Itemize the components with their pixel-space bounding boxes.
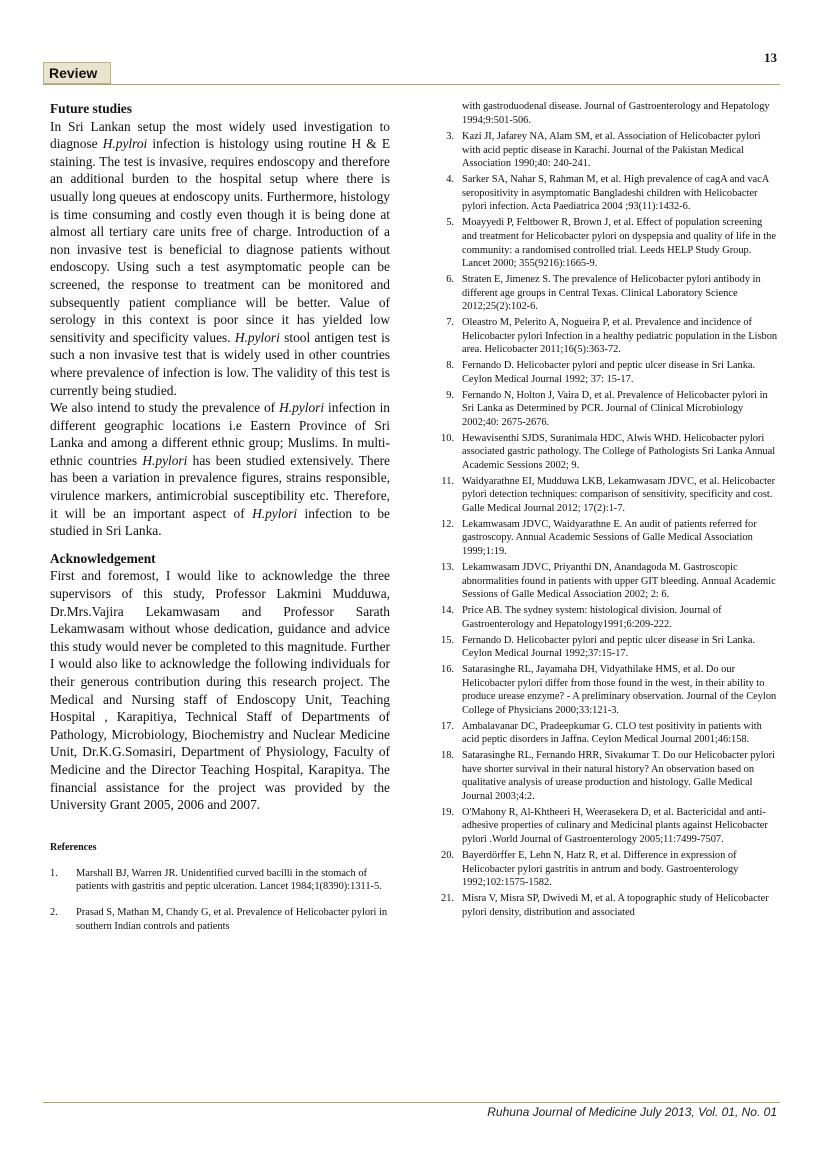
reference-number: 19. [441, 806, 454, 818]
reference-item [432, 604, 778, 631]
reference-number: 15. [441, 634, 454, 646]
reference-text: Fernando N, Holton J, Vaira D, et al. Prevalence of Helicobacter pylori in Sri Lanka as Determined by PCR. Journal of Clinical Microbiology 2002;40: 2675-2676. [462, 389, 768, 428]
reference-item [432, 892, 778, 919]
reference-number: 17. [441, 720, 454, 732]
reference-item [432, 720, 778, 747]
acknowledgement-paragraph: First and foremost, I would like to acknowledge the three supervisors of this study, Professor Lakmini Mudduwa, Dr.Mrs.Vajira Lekamwasam and Professor Sarath Lekamwasam without whose dedication, guidance and advice this study would never be completed to this magnitude. Further I would also like to acknowledge the following individuals for their generous contribution during this research project. The Medical and Nursing staff of Endoscopy Unit, Teaching Hospital , Karapitiya, Technical Staff of Departments of Pathology, Microbiology, Biochemistry and Nuclear Medicine Unit, Dr.K.G.Somasiri, Department of Physiology, Faculty of Medicine and the Director Teaching Hospital, Karapitya. The financial assistance for the project was provided by the University Grant 2005, 2006 and 2007. [50, 568, 390, 813]
reference-item [432, 806, 778, 847]
reference-text: Lekamwasam JDVC, Waidyarathne E. An audit of patients referred for gastroscopy. Annual Academic Sessions of Galle Medical Association 1999;1:19. [462, 518, 757, 558]
reference-item [432, 359, 778, 386]
reference-number: 6. [446, 274, 454, 286]
reference-number: 10. [441, 432, 454, 444]
reference-number: 14. [441, 605, 454, 617]
header-rule [43, 84, 780, 85]
footer-journal-citation: Ruhuna Journal of Medicine July 2013, Vol. 01, No. 01 [487, 1105, 777, 1119]
right-reference-list [432, 130, 778, 919]
page-number: 13 [764, 50, 777, 65]
reference-item [432, 216, 778, 270]
section-label: Review [43, 62, 111, 84]
reference-item [432, 561, 778, 602]
future-studies-paragraph-2: We also intend to study the prevalence of H.pylori infection in different geographic locations i.e Eastern Province of Sri Lanka and among a different ethnic group; Muslims. In multi-ethnic countries H.pylori has been studied extensively. There has been a variation in prevalence figures, strains responsible, virulence markers, antimicrobial susceptibility etc. Therefore, it will be an important aspect of H.pylori infection to be studied in Sri Lanka. [50, 400, 390, 539]
reference-text: Fernando D. Helicobacter pylori and peptic ulcer disease in Sri Lanka. Ceylon Medical Journal 1992; 37: 15-17. [462, 360, 756, 385]
reference-number: 9. [446, 389, 454, 401]
reference-number: 4. [446, 174, 454, 186]
reference-text: Hewavisenthi SJDS, Suranimala HDC, Alwis WHD. Helicobacter pylori associated gastric pathology. The College of Pathologists Sri Lanka Annual Academic Sessions 2002; 9. [462, 432, 776, 471]
reference-text: Misra V, Misra SP, Dwivedi M, et al. A topographic study of Helicobacter pylori density, distribution and associated [462, 893, 769, 918]
reference-text: O'Mahony R, Al-Khtheeri H, Weerasekera D, et al. Bactericidal and anti-adhesive properties of culinary and Medicinal plants against Helicobacter pylori .World Journal of Gastroenterology 2005;11:7499-7507. [462, 806, 768, 846]
reference-continuation: with gastroduodenal disease. Journal of Gastroenterology and Hepatology 1994;9:501-506. [462, 101, 770, 126]
reference-text: Oleastro M, Pelerito A, Nogueira P, et al. Prevalence and incidence of Helicobacter pylori Infection in a healthy pediatric population in the Lisbon area. Helicobacter 2011;16(5):363-72. [462, 317, 778, 356]
future-studies-paragraph-1: In Sri Lankan setup the most widely used investigation to diagnose H.pylroi infection is histology using routine H & E staining. The test is invasive, requires endoscopy and therefore an additional burden to the hospital setup where there is usually long queues at endoscopy units. Furthermore, histology is time consuming and costly even though it is being done at almost all tertiary care units free of charge. Introduction of a non invasive test is beneficial to diagnose patients without endoscopy. Using such a test asymptomatic people can be screened, the response to treatment can be monitored and subsequently patient compliance will be better. Value of serology in this context is poor since it has yielded low sensitivity and specificity values. H.pylori stool antigen test is such a non invasive test that is widely used in other countries where prevalence of infection is low. The validity of this test is currently being studied. [50, 118, 390, 398]
reference-item [432, 432, 778, 473]
reference-number: 11. [441, 475, 454, 487]
reference-number: 5. [446, 217, 454, 229]
reference-text: Kazi JI, Jafarey NA, Alam SM, et al. Association of Helicobacter pylori with acid peptic disease in Karachi. Journal of the Pakistan Medical Association 1990;40: 240-241. [462, 131, 761, 170]
reference-number: 3. [446, 131, 454, 143]
reference-text: Satarasinghe RL, Fernando HRR, Sivakumar T. Do our Helicobacter pylori have shorter survival in their natural history? An observation based on qualitative analysis of urease production and histology. Galle Medical Journal 2003;4:2. [462, 750, 775, 802]
future-studies-heading: Future studies [50, 101, 132, 116]
reference-text: Straten E, Jimenez S. The prevalence of Helicobacter pylori antibody in different age groups in Central Texas. Clinical Laboratory Science 2012;25(2):102-6. [462, 274, 761, 313]
reference-text: Waidyarathne EI, Mudduwa LKB, Lekamwasam JDVC, et al. Helicobacter pylori detection techniques: comparison of sensitivity, specificity and cost. Galle Medical Journal 2012; 17(2):1-7. [462, 475, 776, 514]
reference-number: 21. [441, 893, 454, 904]
right-column [432, 100, 778, 921]
reference-item [432, 316, 778, 357]
reference-item: 2. Prasad S, Mathan M, Chandy G, et al. Prevalence of Helicobacter pylori in southern Indian controls and patients [50, 906, 388, 932]
reference-number: 16. [441, 664, 454, 676]
reference-text: Sarker SA, Nahar S, Rahman M, et al. High prevalence of cagA and vacA seropositivity in asymptomatic Bangladeshi children with Helicobacter pylori infection. Acta Paediatrica 2004 ;93(11):1432-6. [462, 174, 769, 213]
reference-text: Fernando D. Helicobacter pylori and peptic ulcer disease in Sri Lanka. Ceylon Medical Journal 1992;37:15-17. [462, 634, 756, 660]
reference-item [432, 849, 778, 890]
reference-item [432, 475, 778, 516]
reference-item [432, 173, 778, 214]
reference-number: 13. [441, 561, 454, 573]
reference-item [432, 518, 778, 559]
reference-number: 12. [441, 518, 454, 530]
reference-item [432, 634, 778, 661]
reference-text: Moayyedi P, Feltbower R, Brown J, et al. Effect of population screening and treatment for Helicobacter pylori on dyspepsia and quality of life in the community: a randomised controlled trial. Leeds HELP Study Group. Lancet 2000; 355(9216):1665-9. [462, 217, 776, 270]
reference-number: 20. [441, 849, 454, 861]
reference-item [432, 130, 778, 171]
left-column [50, 100, 390, 945]
reference-item [432, 663, 778, 717]
reference-text: Lekamwasam JDVC, Priyanthi DN, Anandagoda M. Gastroscopic abnormalities found in patients with upper GIT bleeding. Annual Academic Sessions of Galle Medical Association 2002; 2: 6. [462, 561, 776, 601]
reference-text: Bayerdörffer E, Lehn N, Hatz R, et al. Difference in expression of Helicobacter pylori gastritis in antrum and body. Gastroenterology 1992;102:1575-1582. [462, 849, 739, 889]
reference-item [432, 389, 778, 430]
reference-number: 7. [446, 317, 454, 329]
reference-number: 8. [446, 360, 454, 372]
reference-text: Ambalavanar DC, Pradeepkumar G. CLO test positivity in patients with acid peptic disorders in Jaffna. Ceylon Medical Journal 2001;46:158. [462, 720, 762, 746]
reference-text: Price AB. The sydney system: histological division. Journal of Gastroenterology and Hepatology1991;6:209-222. [462, 605, 722, 630]
reference-item: 1. Marshall BJ, Warren JR. Unidentified curved bacilli in the stomach of patients with gastritis and peptic ulceration. Lancet 1984;1(8390):1311-5. [50, 867, 382, 893]
reference-item [432, 273, 778, 314]
acknowledgement-heading: Acknowledgement [50, 550, 156, 566]
reference-text: Satarasinghe RL, Jayamaha DH, Vidyathilake HMS, et al. Do our Helicobacter pylori differ from those found in the west, in their ability to produce urease enzyme? - A preliminary observation. Journal of the Ceylon College of Physicians 2000;33:121-3. [462, 664, 777, 716]
references-heading: References [50, 841, 97, 853]
footer-rule [43, 1102, 780, 1103]
reference-number: 18. [441, 750, 454, 762]
reference-item [432, 749, 778, 803]
left-reference-list [50, 867, 390, 933]
